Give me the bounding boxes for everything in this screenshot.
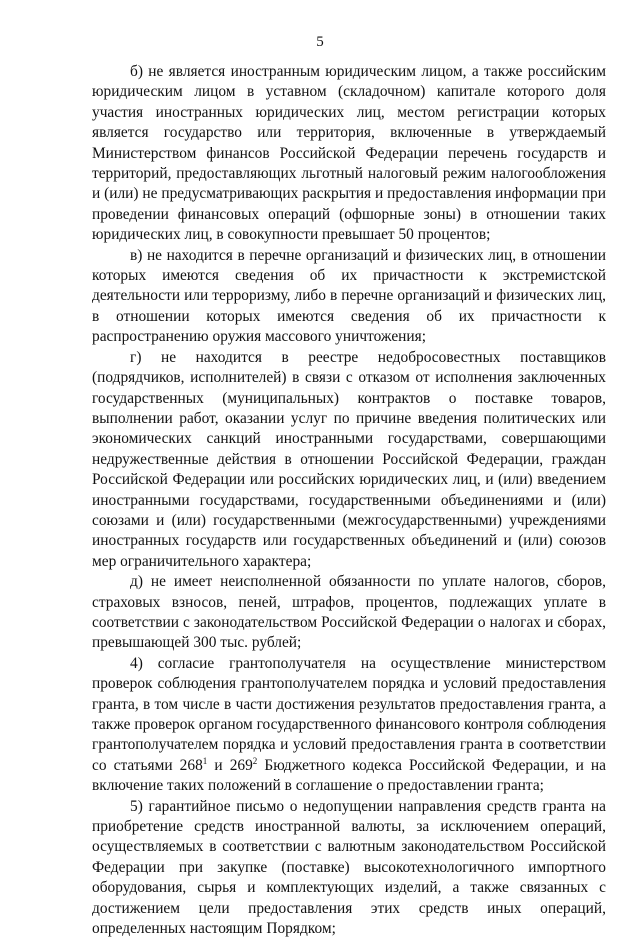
superscript-1: 1 [202,755,208,766]
paragraph-4-text-2: и 269 [207,756,253,774]
paragraph-b: б) не является иностранным юридическим лицом, а также российским юридическим лицом в уставном (складочном) капитале которого доля участия иностранных юридических лиц, местом регистрации которых является государство или территория, включенные в утверждаемый Министерством финансов Российской Федерации перечень государств и территорий, предоставляющих льготный налоговый режим налогообложения и (или) не предусматривающих раскрытия и предоставления информации при проведении финансовых операций (офшорные зоны) в отношении таких юридических лиц, в совокупности превышает 50 процентов; [92,63,606,244]
superscript-2: 2 [252,755,258,766]
paragraph-v: в) не находится в перечне организаций и физических лиц, в отношении которых имеются сведения об их причастности к экстремистской деятельности или терроризму, либо в перечне организаций и физических лиц, в отношении которых имеются сведения об их причастности к распространению оружия массового уничтожения; [92,246,606,346]
paragraph-4 [92,654,606,797]
paragraph-4-text-1: 4) согласие грантополучателя на осуществление министерством проверок соблюдения грантополучателем порядка и условий предоставления гранта, в том числе в части достижения результатов предоставления гранта, а также проверок органом государственного финансового контроля соблюдения грантополучателем порядка и условий предоставления гранта в соответствии со статьями 268 [92,654,606,774]
document-body [92,62,606,939]
paragraph-5: 5) гарантийное письмо о недопущении направления средств гранта на приобретение средств иностранной валюты, за исключением операций, осуществляемых в соответствии с валютным законодательством Российской Федерации при закупке (поставке) высокотехнологичного импортного оборудования, сырья и комплектующих изделий, а также связанных с достижением цели предоставления этих средств иных операций, определенных настоящим Порядком; [92,797,606,938]
page-number: 5 [316,34,324,50]
paragraph-d: д) не имеет неисполненной обязанности по уплате налогов, сборов, страховых взносов, пеней, штрафов, процентов, подлежащих уплате в соответствии с законодательством Российской Федерации о налогах и сборах, превышающей 300 тыс. рублей; [92,573,606,652]
paragraph-4-text-3: Бюджетного кодекса Российской Федерации, и на включение таких положений в соглашение о предоставлении гранта; [92,756,606,795]
paragraph-g: г) не находится в реестре недобросовестных поставщиков (подрядчиков, исполнителей) в связи с отказом от исполнения заключенных государственных (муниципальных) контрактов о поставке товаров, выполнении работ, оказании услуг по причине введения политических или экономических санкций иностранными государствами, совершающими недружественные действия в отношении Российской Федерации, граждан Российской Федерации или российских юридических лиц, и (или) введением иностранными государствами, государственными объединениями и (или) союзами и (или) государственными (межгосударственными) учреждениями иностранных государств или государственных объединений и (или) союзов мер ограничительного характера; [92,348,606,570]
